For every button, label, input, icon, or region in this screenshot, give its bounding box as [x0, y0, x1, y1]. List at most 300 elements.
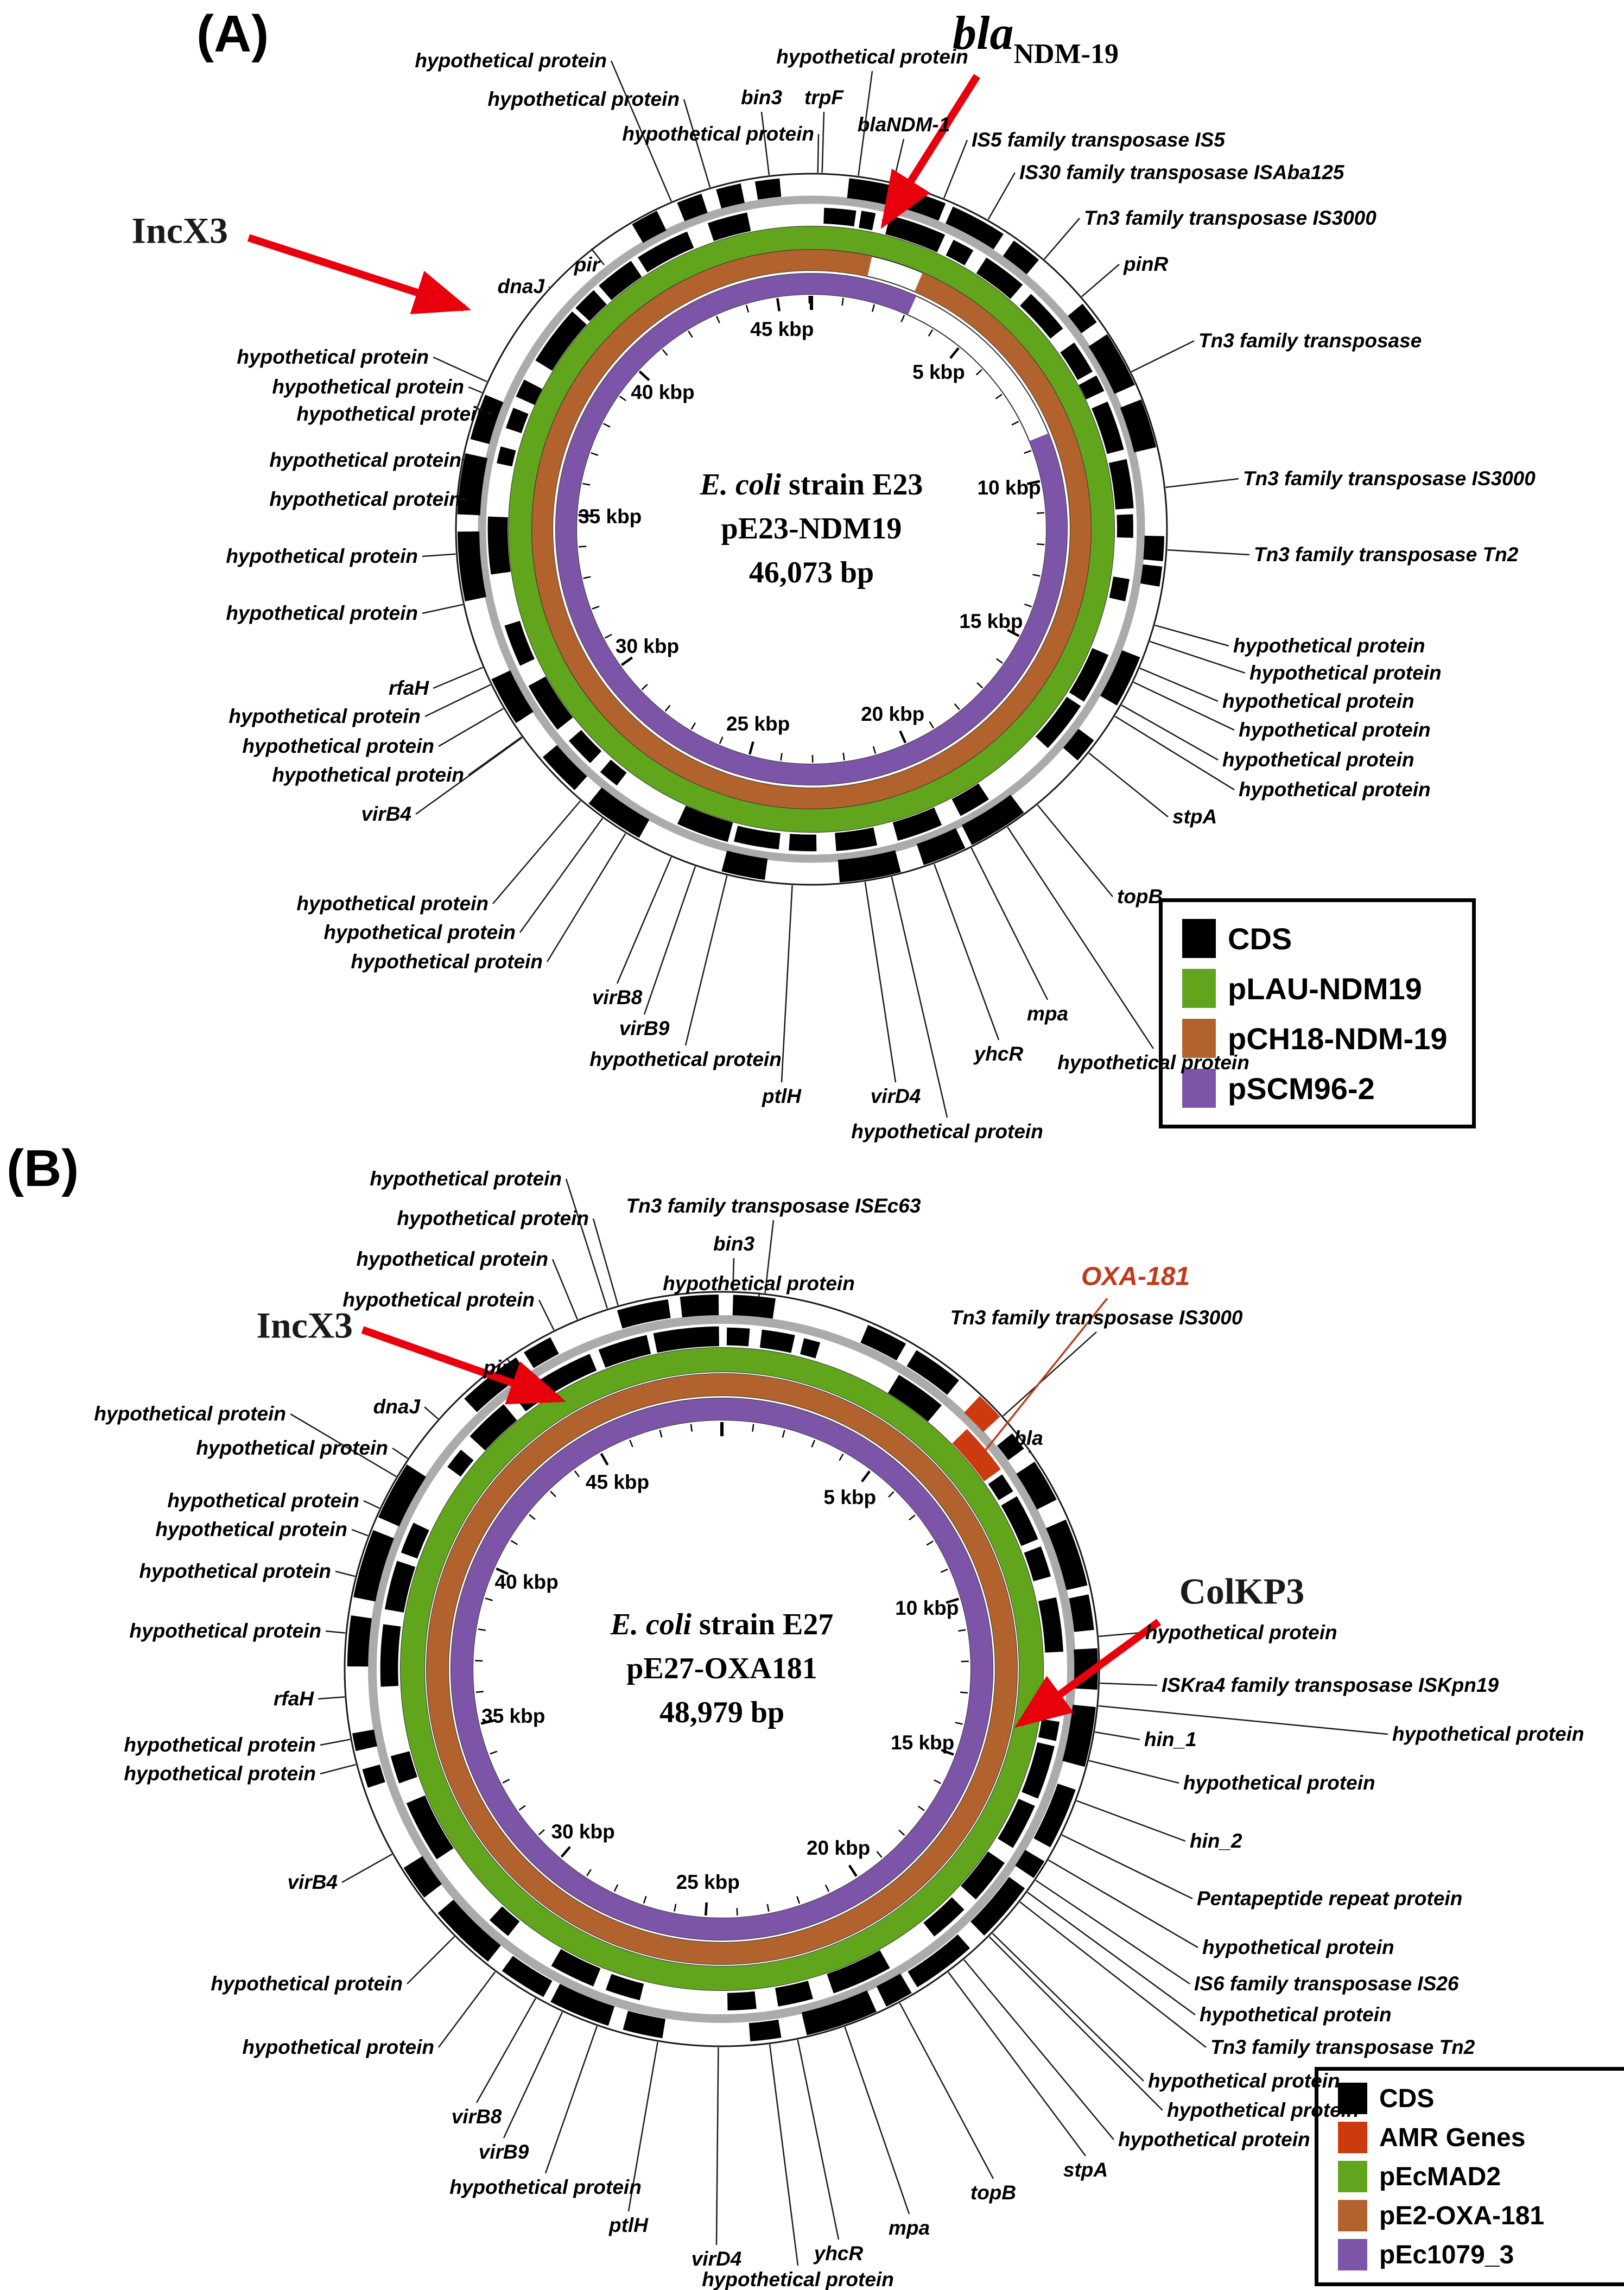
leader-line: [1089, 1761, 1179, 1783]
gene-label: stpA: [1063, 2159, 1108, 2181]
cds-block: [1118, 461, 1125, 509]
gene-label: rfaH: [273, 1688, 314, 1710]
legend-item: pSCM96-2: [1182, 1069, 1452, 1108]
legend-item: pCH18-NDM-19: [1182, 1019, 1452, 1058]
scale-tick: [706, 1902, 707, 1915]
scale-tick: [692, 723, 695, 729]
gene-label: virD4: [691, 2248, 742, 2270]
bla-ndm19-label: blaNDM-19: [953, 7, 1119, 69]
cds-block: [625, 2020, 664, 2028]
panel-a-plasmid-name: pE23-NDM19: [721, 512, 902, 546]
gene-label: hypothetical protein: [94, 1403, 286, 1425]
leader-line: [422, 605, 463, 613]
scale-tick: [812, 1440, 815, 1447]
scale-tick: [660, 1430, 662, 1438]
cds-block: [789, 842, 816, 843]
cds-block: [733, 1305, 774, 1309]
cds-block: [950, 248, 969, 258]
cds-block: [750, 2029, 780, 2033]
cds-block: [602, 1344, 649, 1359]
cds-block: [719, 193, 743, 199]
gene-label: Tn3 family transposase IS3000: [1243, 467, 1536, 490]
cds-block: [371, 1767, 377, 1785]
gene-label: Tn3 family transposase IS3000: [950, 1306, 1243, 1329]
gene-label: hypothetical protein: [1233, 635, 1425, 657]
legend-item: pEcMAD2: [1338, 2161, 1609, 2192]
gene-label: hypothetical protein: [370, 1168, 562, 1190]
gene-label: hypothetical protein: [1200, 2003, 1392, 2026]
panel-a-center-title: [700, 463, 923, 595]
cds-block: [1070, 734, 1086, 754]
cds-block: [454, 1455, 467, 1472]
gene-label: hypothetical protein: [415, 49, 607, 72]
leader-line: [335, 1571, 355, 1576]
leader-line: [1155, 625, 1229, 646]
gene-label: blaNDM-1: [857, 113, 950, 136]
tick-label: 40 kbp: [631, 381, 695, 404]
leader-line: [320, 1765, 356, 1774]
gene-label: hypothetical protein: [229, 705, 421, 727]
scale-tick: [899, 1830, 904, 1835]
scale-tick: [529, 1514, 535, 1519]
scale-tick: [478, 1629, 486, 1630]
scale-tick: [601, 1454, 608, 1465]
legend-swatch: [1182, 969, 1216, 1008]
gene-label: dnaJ: [497, 275, 544, 297]
scale-tick: [604, 423, 610, 427]
cds-block: [757, 188, 781, 191]
gene-label: hypothetical protein: [272, 376, 464, 398]
leader-line: [520, 818, 602, 933]
gene-label: pir: [483, 1356, 509, 1379]
cds-block: [1153, 536, 1154, 560]
cds-block: [1088, 380, 1095, 396]
leader-line: [593, 1219, 618, 1305]
leader-line: [1140, 668, 1218, 701]
gene-label: ISKra4 family transposase ISKpn19: [1162, 1674, 1499, 1696]
gene-label: hypothetical protein: [272, 764, 464, 786]
cds-block: [409, 1526, 421, 1556]
gene-label: hypothetical protein: [702, 2268, 894, 2290]
leader-line: [822, 112, 824, 173]
legend-item: CDS: [1338, 2083, 1609, 2114]
gene-label: hypothetical protein: [356, 1248, 548, 1270]
scale-tick: [941, 1569, 948, 1572]
cds-block: [724, 861, 766, 869]
tick-label: 35 kbp: [578, 505, 642, 528]
scale-tick: [839, 1454, 843, 1461]
scale-tick: [691, 1424, 692, 1432]
leader-line: [1044, 218, 1080, 259]
gene-label: trpF: [804, 86, 843, 109]
cds-block: [363, 1731, 366, 1749]
scale-tick: [918, 1806, 924, 1811]
scale-tick: [842, 298, 843, 306]
tick-label: 35 kbp: [481, 1704, 545, 1727]
leader-line: [865, 882, 896, 1082]
gene-label: hypothetical protein: [139, 1560, 331, 1582]
scale-tick: [877, 1851, 882, 1857]
leader-line: [422, 554, 456, 556]
tick-label: 15 kbp: [959, 610, 1023, 633]
gene-label: mpa: [1026, 1003, 1069, 1025]
cds-block: [469, 456, 477, 515]
scale-tick: [644, 1896, 646, 1903]
gene-label: Pentapeptide repeat protein: [1197, 1887, 1463, 1910]
leader-line: [320, 1740, 350, 1745]
leader-line: [1027, 1892, 1195, 2015]
gene-label: hypothetical protein: [237, 346, 429, 368]
gene-label: bin3: [713, 1233, 755, 1255]
gene-label: hypothetical protein: [1249, 662, 1442, 684]
leader-line: [893, 139, 904, 182]
leader-line: [1095, 1732, 1140, 1740]
gene-label: ptlH: [609, 2214, 648, 2236]
cds-block: [620, 1309, 669, 1320]
gene-label: bin3: [740, 86, 783, 109]
gene-label: hypothetical protein: [589, 1048, 782, 1070]
scale-tick: [511, 1540, 517, 1544]
panel-b-strain-line: E. coli strain E27: [610, 1608, 834, 1642]
tick-label: 30 kbp: [551, 1820, 615, 1843]
cds-block: [761, 1339, 793, 1344]
gene-label: hypothetical protein: [1222, 690, 1414, 712]
gene-label: hypothetical protein: [155, 1518, 347, 1540]
cds-block: [835, 836, 875, 842]
scale-tick: [550, 1491, 556, 1496]
cds-block: [529, 1346, 555, 1360]
gene-label: hypothetical protein: [242, 2036, 434, 2058]
leader-line: [425, 684, 491, 716]
gene-label: hypothetical protein: [487, 88, 680, 110]
leader-line: [716, 2047, 718, 2245]
cds-block: [802, 1346, 818, 1350]
gene-label: hypothetical protein: [296, 892, 489, 915]
leader-line: [1020, 1902, 1206, 2047]
leader-line: [1062, 1835, 1192, 1899]
tick-label: 40 kbp: [494, 1570, 559, 1593]
leader-line: [1150, 642, 1245, 673]
gene-label: Tn3 family transposase: [1198, 329, 1422, 352]
gene-label: hypothetical protein: [351, 950, 543, 973]
cds-block: [1024, 1856, 1035, 1872]
gene-label: hypothetical protein: [242, 735, 434, 757]
scale-tick: [750, 742, 753, 754]
cds-block: [608, 1982, 642, 1992]
scale-tick: [592, 606, 599, 609]
leader-line: [934, 864, 999, 1040]
cds-block: [710, 222, 748, 232]
legend-item: pLAU-NDM19: [1182, 969, 1452, 1008]
leader-line: [504, 2012, 562, 2138]
oxa-181-label: OXA-181: [1081, 1262, 1190, 1291]
gene-label: virB8: [451, 2105, 502, 2128]
scale-tick: [843, 753, 845, 760]
gene-label: bla: [1014, 1427, 1043, 1449]
leader-line: [439, 1972, 495, 2047]
leader-line: [433, 668, 483, 688]
scale-tick: [746, 305, 748, 312]
leader-line: [1099, 1706, 1388, 1734]
gene-label: hypothetical protein: [269, 449, 461, 471]
leader-line: [539, 1300, 554, 1330]
scale-tick: [630, 1440, 632, 1447]
scale-tick: [977, 683, 982, 688]
scale-tick: [1024, 604, 1031, 607]
leader-line: [352, 1530, 368, 1536]
leader-line: [547, 834, 625, 962]
cds-block: [1079, 1596, 1084, 1631]
cds-block: [881, 1983, 906, 1996]
colkp3-label: ColKP3: [1179, 1570, 1305, 1612]
cds-block: [1150, 566, 1153, 585]
leader-line: [468, 737, 522, 775]
red-arrow: [363, 1330, 559, 1399]
legend-item: pEc1079_3: [1338, 2239, 1609, 2270]
cds-block: [525, 384, 534, 401]
cds-block: [681, 1305, 719, 1307]
leader-line: [439, 709, 503, 746]
leader-line: [545, 2026, 597, 2173]
legend-swatch: [1182, 1069, 1216, 1108]
cds-block: [824, 216, 855, 219]
gene-label: topB: [970, 2181, 1017, 2204]
tick-label: 45 kbp: [585, 1471, 650, 1494]
scale-tick: [663, 350, 668, 356]
gene-label: IS30 family transposase ISAba125: [1019, 161, 1344, 183]
leader-line: [407, 1937, 454, 1984]
gene-label: stpA: [1172, 805, 1217, 828]
scale-tick: [955, 1722, 963, 1724]
cds-block: [394, 1564, 406, 1611]
gene-label: hypothetical protein: [342, 1289, 535, 1311]
scale-tick: [1012, 422, 1018, 425]
panel-b-tag: (B): [7, 1139, 79, 1197]
scale-tick: [929, 329, 932, 336]
cds-block: [504, 448, 508, 465]
scale-tick: [950, 348, 959, 358]
scale-tick: [665, 705, 670, 711]
cds-block: [1047, 1721, 1050, 1739]
scale-tick: [927, 1541, 933, 1545]
cds-block: [1131, 404, 1145, 450]
scale-tick: [900, 731, 905, 743]
gene-label: hypothetical protein: [269, 488, 461, 510]
gene-label: hypothetical protein: [1148, 2070, 1340, 2092]
scale-tick: [930, 722, 934, 728]
gene-label: pinR: [1124, 253, 1169, 275]
gene-label: Tn3 family transposase IS3000: [1084, 207, 1376, 229]
leader-line: [892, 877, 947, 1118]
scale-tick: [539, 1830, 544, 1835]
cds-block: [860, 219, 874, 222]
gene-label: hypothetical protein: [1239, 719, 1431, 741]
gene-label: virB4: [361, 803, 411, 825]
leader-line: [493, 801, 580, 904]
gene-label: mpa: [888, 2217, 930, 2239]
gene-label: virB8: [592, 986, 643, 1008]
gene-label: hypothetical protein: [1057, 1051, 1249, 1074]
scale-tick: [960, 1692, 968, 1693]
legend-item: CDS: [1182, 919, 1452, 958]
leader-line: [392, 1448, 408, 1458]
tick-label: 5 kbp: [823, 1486, 877, 1509]
scale-tick: [561, 1847, 570, 1857]
gene-label: Tn3 family transposase Tn2: [1210, 2036, 1475, 2058]
leader-line: [900, 2003, 993, 2179]
panel-a-tag: (A): [196, 5, 269, 63]
gene-label: hypothetical protein: [167, 1489, 359, 1512]
cds-block: [848, 188, 891, 195]
leader-line: [944, 140, 967, 198]
scale-tick: [783, 1430, 785, 1438]
leader-line: [1076, 1801, 1185, 1841]
scale-tick: [575, 1471, 579, 1477]
gene-label: hypothetical protein: [851, 1120, 1043, 1143]
tick-label: 5 kbp: [912, 361, 965, 384]
gene-label: hypothetical protein: [776, 46, 968, 68]
scale-tick: [485, 1598, 492, 1601]
leader-line: [553, 1259, 578, 1320]
gene-label: dnaJ: [373, 1395, 420, 1418]
gene-label: IS5 family transposase IS5: [972, 129, 1225, 151]
scale-tick: [872, 305, 874, 312]
leader-line: [948, 1972, 1086, 2156]
tick-label: 30 kbp: [615, 635, 680, 658]
leader-line: [1003, 1332, 1096, 1416]
cds-block: [496, 1913, 514, 1929]
gene-label: pir: [574, 253, 600, 276]
scale-tick: [909, 1515, 915, 1520]
scale-tick: [889, 1492, 894, 1497]
panel-b-legend: [1315, 2067, 1624, 2286]
gene-label: hypothetical protein: [211, 1972, 403, 1995]
gene-label: topB: [1117, 885, 1163, 908]
scale-tick: [737, 1908, 738, 1915]
gene-label: hypothetical protein: [1118, 2128, 1310, 2151]
scale-tick: [997, 659, 1003, 663]
scale-tick: [639, 371, 649, 380]
leader-line: [1082, 264, 1119, 296]
leader-line: [1168, 550, 1249, 555]
gene-label: virB9: [478, 2141, 529, 2163]
cds-block: [521, 1395, 532, 1404]
gene-label: hypothetical protein: [1183, 1772, 1375, 1794]
cds-block: [468, 531, 475, 599]
scale-tick: [781, 753, 782, 760]
scale-tick: [614, 1885, 618, 1892]
cds-block: [638, 221, 662, 234]
leader-line: [845, 2027, 909, 2214]
scale-tick: [587, 1869, 591, 1876]
gene-label: hypothetical protein: [1222, 748, 1414, 771]
cds-block: [839, 861, 898, 871]
scale-tick: [901, 315, 904, 322]
scale-tick: [955, 704, 960, 710]
scale-tick: [797, 1896, 799, 1904]
gene-label: hypothetical protein: [196, 1437, 388, 1459]
leader-line: [988, 173, 1015, 219]
gene-label: hypothetical protein: [449, 2176, 642, 2198]
gene-label: hypothetical protein: [1392, 1723, 1584, 1745]
scale-tick: [503, 1779, 509, 1782]
red-arrow: [249, 238, 464, 308]
gene-label: rfaH: [388, 677, 429, 699]
scale-tick: [605, 635, 612, 638]
cds-block: [727, 1336, 749, 1337]
cds-block: [777, 1990, 810, 1997]
gene-label: IS6 family transposase IS26: [1194, 1972, 1459, 1995]
leader-line: [1115, 716, 1234, 790]
scale-tick: [582, 484, 590, 485]
scale-tick: [716, 316, 720, 323]
gene-label: hypothetical protein: [1167, 2099, 1359, 2121]
leader-line: [993, 1933, 1144, 2081]
leader-line: [318, 1697, 345, 1699]
cds-block: [681, 204, 705, 212]
scale-tick: [767, 1904, 769, 1912]
leader-line: [1131, 341, 1194, 372]
panel-b-plasmid-size: 48,979 bp: [659, 1696, 785, 1730]
gene-label: hypothetical protein: [226, 602, 418, 624]
leader-line: [1038, 805, 1113, 897]
scale-tick: [862, 1471, 870, 1481]
cds-block: [1117, 578, 1121, 600]
gene-label: virD4: [870, 1085, 921, 1107]
cds-block: [400, 1754, 408, 1780]
scale-tick: [976, 370, 982, 375]
gene-label: yhcR: [814, 2242, 864, 2264]
scale-tick: [958, 1630, 966, 1631]
panel-a-legend: [1159, 898, 1476, 1128]
cds-block: [736, 834, 780, 841]
tick-label: 20 kbp: [806, 1837, 871, 1860]
leader-line: [468, 387, 482, 392]
tick-label: 15 kbp: [891, 1731, 955, 1754]
legend-swatch: [1182, 919, 1216, 958]
leader-line: [1100, 1683, 1157, 1685]
scale-tick: [752, 1424, 753, 1432]
scale-tick: [642, 684, 648, 690]
leader-line: [364, 1501, 379, 1508]
legend-item: AMR Genes: [1338, 2122, 1609, 2153]
scale-tick: [620, 396, 626, 401]
cds-block: [1075, 310, 1089, 328]
tick-label: 10 kbp: [895, 1597, 959, 1620]
tick-label: 25 kbp: [676, 1871, 740, 1894]
leader-line: [770, 2044, 798, 2266]
scale-tick: [519, 1806, 525, 1810]
cds-block: [727, 2000, 756, 2002]
leader-line: [782, 885, 792, 1082]
gene-label: hin_2: [1190, 1830, 1242, 1852]
legend-swatch: [1338, 2239, 1367, 2270]
leader-line: [617, 857, 671, 984]
scale-tick: [849, 1865, 857, 1876]
leader-line: [1089, 753, 1168, 817]
gene-label: hypothetical protein: [622, 123, 814, 145]
leader-line: [989, 1937, 1163, 2110]
scale-tick: [995, 394, 1001, 398]
gene-label: ptlH: [762, 1085, 801, 1107]
cds-block: [498, 517, 501, 573]
gene-label: hypothetical protein: [397, 1207, 589, 1229]
gene-label: hypothetical protein: [129, 1620, 321, 1642]
scale-tick: [873, 746, 876, 753]
gene-label: hin_1: [1144, 1728, 1197, 1750]
cds-block: [582, 297, 600, 315]
gene-label: yhcR: [974, 1043, 1024, 1065]
